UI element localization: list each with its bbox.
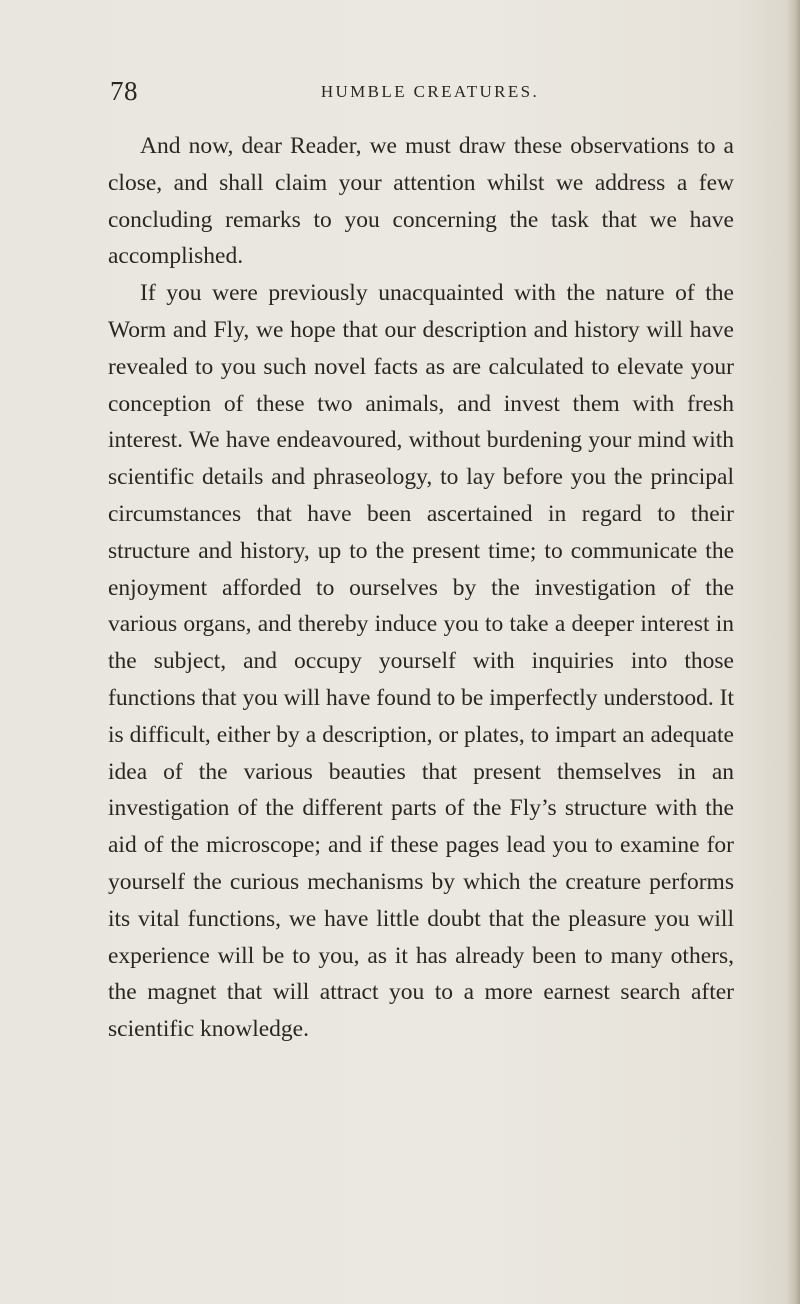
page-number: 78 — [110, 76, 138, 106]
body-text — [108, 128, 734, 1048]
page-edge-shadow — [786, 0, 800, 1304]
page-header — [110, 76, 750, 116]
running-title: HUMBLE CREATURES. — [320, 82, 540, 101]
paragraph-2: If you were previously unacquainted with the nature of the Worm and Fly, we hope that our description and history will have revealed to you such novel facts as are calculated to elevate your conception of these two animals, and invest them with fresh interest. We have endeavoured, without burdening your mind with scientific details and phraseology, to lay before you the principal circumstances that have been ascertained in regard to their structure and history, up to the present time; to communicate the enjoyment afforded to ourselves by the investigation of the various organs, and thereby induce you to take a deeper interest in the subject, and occupy yourself with inquiries into those functions that you will have found to be imperfectly understood. It is difficult, either by a description, or plates, to impart an adequate idea of the various beauties that present themselves in an investigation of the different parts of the Fly’s structure with the aid of the microscope; and if these pages lead you to examine for yourself the curious mechanisms by which the creature performs its vital functions, we have little doubt that the pleasure you will experience will be to you, as it has already been to many others, the magnet that will attract you to a more earnest search after scientific knowledge. — [108, 280, 734, 1043]
paragraph-1: And now, dear Reader, we must draw these observations to a close, and shall claim your attention whilst we address a few concluding remarks to you concerning the task that we have accomplished. — [108, 133, 734, 270]
